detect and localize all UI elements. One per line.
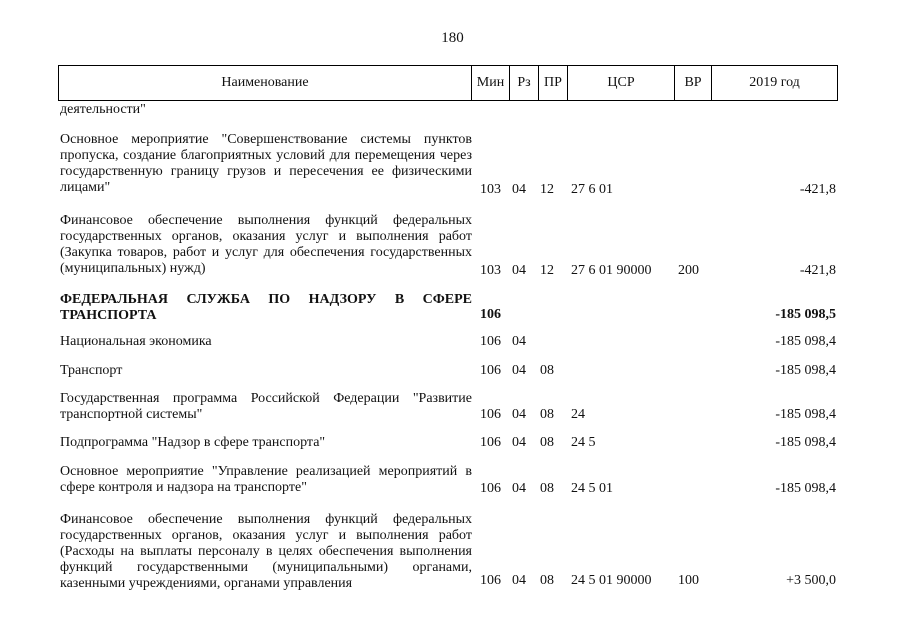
- row-name: Государственная программа Российской Федерации "Развитие транспортной системы": [60, 391, 472, 422]
- row-rz: 04: [512, 182, 526, 197]
- row-min: 106: [480, 435, 501, 450]
- row-rz: 04: [512, 334, 526, 349]
- row-value: -185 098,4: [775, 334, 836, 349]
- row-value: -185 098,4: [775, 363, 836, 378]
- row-min: 106: [480, 334, 501, 349]
- row-min: 103: [480, 182, 501, 197]
- header-min: Мин: [472, 66, 510, 100]
- row-rz: 04: [512, 481, 526, 496]
- row-csr: 24 5: [571, 435, 596, 450]
- row-pr: 08: [540, 407, 554, 422]
- row-pr: 08: [540, 481, 554, 496]
- row-name: Финансовое обеспечение выполнения функций федеральных государственных органов, оказания услуг и выполнения работ (Закупка товаров, работ и услуг для обеспечения государственных (муниципальных) нужд): [60, 213, 472, 276]
- row-csr: 24 5 01: [571, 481, 613, 496]
- row-value: -421,8: [799, 182, 836, 197]
- row-name: Основное мероприятие "Управление реализацией мероприятий в сфере контроля и надзора на транспорте": [60, 464, 472, 495]
- header-name: Наименование: [59, 66, 472, 100]
- header-pr: ПР: [539, 66, 568, 100]
- row-pr: 08: [540, 573, 554, 588]
- row-csr: 24 5 01 90000: [571, 573, 652, 588]
- row-vr: 200: [678, 263, 699, 278]
- header-csr: ЦСР: [568, 66, 675, 100]
- row-vr: 100: [678, 573, 699, 588]
- row-csr: 27 6 01: [571, 182, 613, 197]
- row-pr: 12: [540, 182, 554, 197]
- row-rz: 04: [512, 363, 526, 378]
- row-min: 106: [480, 481, 501, 496]
- row-name: ФЕДЕРАЛЬНАЯ СЛУЖБА ПО НАДЗОРУ В СФЕРЕ ТРАНСПОРТА: [60, 292, 472, 323]
- table-header: [58, 65, 838, 101]
- row-min: 106: [480, 407, 501, 422]
- row-rz: 04: [512, 263, 526, 278]
- header-vr: ВР: [675, 66, 712, 100]
- row-pr: 08: [540, 363, 554, 378]
- row-rz: 04: [512, 435, 526, 450]
- row-value: -185 098,5: [775, 307, 836, 322]
- page-number: 180: [441, 30, 464, 46]
- row-name: Транспорт: [60, 363, 123, 378]
- row-min: 106: [480, 573, 501, 588]
- row-rz: 04: [512, 573, 526, 588]
- row-name: деятельности": [60, 102, 146, 117]
- row-name: Подпрограмма "Надзор в сфере транспорта": [60, 435, 326, 450]
- row-csr: 27 6 01 90000: [571, 263, 652, 278]
- row-value: -185 098,4: [775, 435, 836, 450]
- row-value: +3 500,0: [786, 573, 836, 588]
- row-value: -421,8: [799, 263, 836, 278]
- row-min: 103: [480, 263, 501, 278]
- row-min: 106: [480, 363, 501, 378]
- row-rz: 04: [512, 407, 526, 422]
- row-name: Основное мероприятие "Совершенствование системы пунктов пропуска, создание благоприятных условий для перемещения через государственную границу грузов и пересечения ее физическими лицами": [60, 132, 472, 195]
- header-year: 2019 год: [749, 75, 800, 90]
- header-rz: Рз: [510, 66, 539, 100]
- row-name: Национальная экономика: [60, 334, 212, 349]
- row-value: -185 098,4: [775, 481, 836, 496]
- row-pr: 08: [540, 435, 554, 450]
- row-pr: 12: [540, 263, 554, 278]
- row-csr: 24: [571, 407, 585, 422]
- row-value: -185 098,4: [775, 407, 836, 422]
- row-name: Финансовое обеспечение выполнения функций федеральных государственных органов, оказания услуг и выполнения работ (Расходы на выплаты персоналу в целях обеспечения выполнения функций государственными (муниципальными) органами, казенными учреждениями, органами управления: [60, 512, 472, 591]
- row-min: 106: [480, 307, 501, 322]
